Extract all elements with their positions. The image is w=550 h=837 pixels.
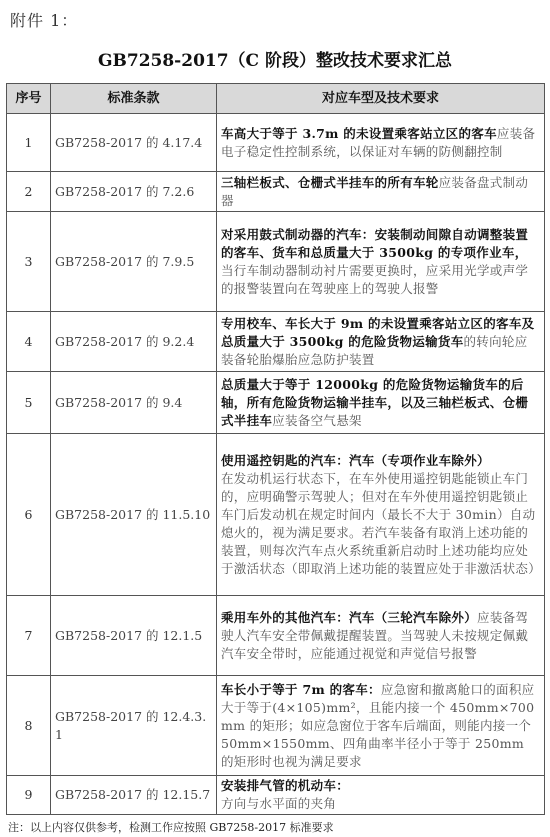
row-requirement (217, 372, 545, 434)
header-vehicle-requirements: 对应车型及技术要求 (217, 84, 545, 114)
row-requirement (217, 212, 545, 312)
row-vehicle-type: 专用校车、车长大于 9m 的未设置乘客站立区的客车及总质量大于 3500kg 的危险货物运输货车 (221, 315, 535, 349)
table-row (7, 596, 545, 676)
row-clause: GB7258-2017 的 9.4 (51, 372, 217, 434)
row-requirement-detail: 在发动机运行状态下，在车外使用遥控钥匙能锁止车门的，应明确警示驾驶人；但对在车外使用遥控钥匙锁止车门后发动机在规定时间内（最长不大于 30min）自动熄火的，视为满足要求。若汽车装备有取消上述功能的装置，则每次汽车点火系统重新启动时上述功能均应处于激活状态（即取消上述功能的装置应处于非激活状态） (221, 470, 542, 576)
row-requirement-detail: 方向与水平面的夹角 (221, 796, 337, 811)
table-row (7, 212, 545, 312)
row-clause: GB7258-2017 的 12.4.3.1 (51, 676, 217, 776)
row-number: 5 (7, 372, 51, 434)
row-requirement-detail: 应装备盘式制动器 (221, 174, 529, 208)
row-vehicle-type: 三轴栏板式、仓栅式半挂车的所有车轮 (221, 174, 439, 190)
row-clause: GB7258-2017 的 7.2.6 (51, 172, 217, 212)
row-clause: GB7258-2017 的 9.2.4 (51, 312, 217, 372)
row-vehicle-type: 对采用鼓式制动器的汽车：安装制动间隙自动调整装置的客车、货车和总质量大于 3500kg 的专项作业车， (221, 226, 529, 260)
table-row (7, 172, 545, 212)
row-number: 9 (7, 776, 51, 815)
table-row (7, 434, 545, 596)
row-number: 7 (7, 596, 51, 676)
table-row (7, 676, 545, 776)
row-requirement-detail: 的转向轮应装备轮胎爆胎应急防护装置 (221, 333, 528, 367)
row-vehicle-type: 乘用车外的其他汽车：汽车（三轮汽车除外） (221, 609, 478, 625)
row-requirement (217, 114, 545, 172)
header-standard-clause: 标准条款 (51, 84, 217, 114)
table-row (7, 776, 545, 815)
row-number: 3 (7, 212, 51, 312)
row-requirement-detail: 应装备电子稳定性控制系统，以保证对车辆的防侧翻控制 (221, 125, 536, 159)
row-requirement (217, 172, 545, 212)
row-vehicle-type: 车长小于等于 7m 的客车： (221, 681, 381, 697)
row-number: 1 (7, 114, 51, 172)
footnote: 注：以上内容仅供参考，检测工作应按照 GB7258-2017 标准要求 (8, 821, 334, 834)
document-title: GB7258-2017（C 阶段）整改技术要求汇总 (97, 51, 453, 71)
table-row (7, 114, 545, 172)
row-requirement-detail: 当行车制动器制动衬片需要更换时，应采用光学或声学的报警装置向在驾驶座上的驾驶人报警 (221, 262, 529, 296)
row-vehicle-type: 使用遥控钥匙的汽车：汽车（专项作业车除外） (221, 452, 490, 468)
table-header-row (7, 84, 545, 114)
requirements-table (6, 83, 545, 815)
row-clause: GB7258-2017 的 7.9.5 (51, 212, 217, 312)
row-vehicle-type: 车高大于等于 3.7m 的未设置乘客站立区的客车 (221, 125, 497, 141)
row-requirement (217, 676, 545, 776)
attachment-label: 附件 1： (10, 11, 79, 30)
row-number: 8 (7, 676, 51, 776)
row-clause: GB7258-2017 的 12.15.7 (51, 776, 217, 815)
row-requirement (217, 776, 545, 815)
row-requirement (217, 434, 545, 596)
row-requirement-detail: 应装备空气悬架 (272, 412, 362, 428)
row-clause: GB7258-2017 的 4.17.4 (51, 114, 217, 172)
row-number: 2 (7, 172, 51, 212)
row-number: 6 (7, 434, 51, 596)
row-requirement-detail: 应装备驾驶人汽车安全带佩戴提醒装置。当驾驶人未按规定佩戴汽车安全带时，应能通过视觉和声觉信号报警 (221, 609, 529, 661)
row-requirement (217, 596, 545, 676)
row-vehicle-type: 总质量大于等于 12000kg 的危险货物运输货车的后轴，所有危险货物运输半挂车，以及三轴栏板式、仓栅式半挂车 (221, 376, 529, 428)
row-requirement (217, 312, 545, 372)
row-clause: GB7258-2017 的 12.1.5 (51, 596, 217, 676)
row-vehicle-type: 安装排气管的机动车： (221, 778, 350, 793)
header-serial-number: 序号 (7, 84, 51, 114)
row-clause: GB7258-2017 的 11.5.10 (51, 434, 217, 596)
row-requirement-detail: 应急窗和撤离舱口的面积应大于等于(4×105)mm²，且能内接一个 450mm×700mm 的矩形；如应急窗位于客车后端面，则能内接一个 50mm×1550mm、四角曲率半径小于等于 250mm 的矩形时也视为满足要求 (221, 681, 535, 769)
row-number: 4 (7, 312, 51, 372)
table-row (7, 312, 545, 372)
table-row (7, 372, 545, 434)
